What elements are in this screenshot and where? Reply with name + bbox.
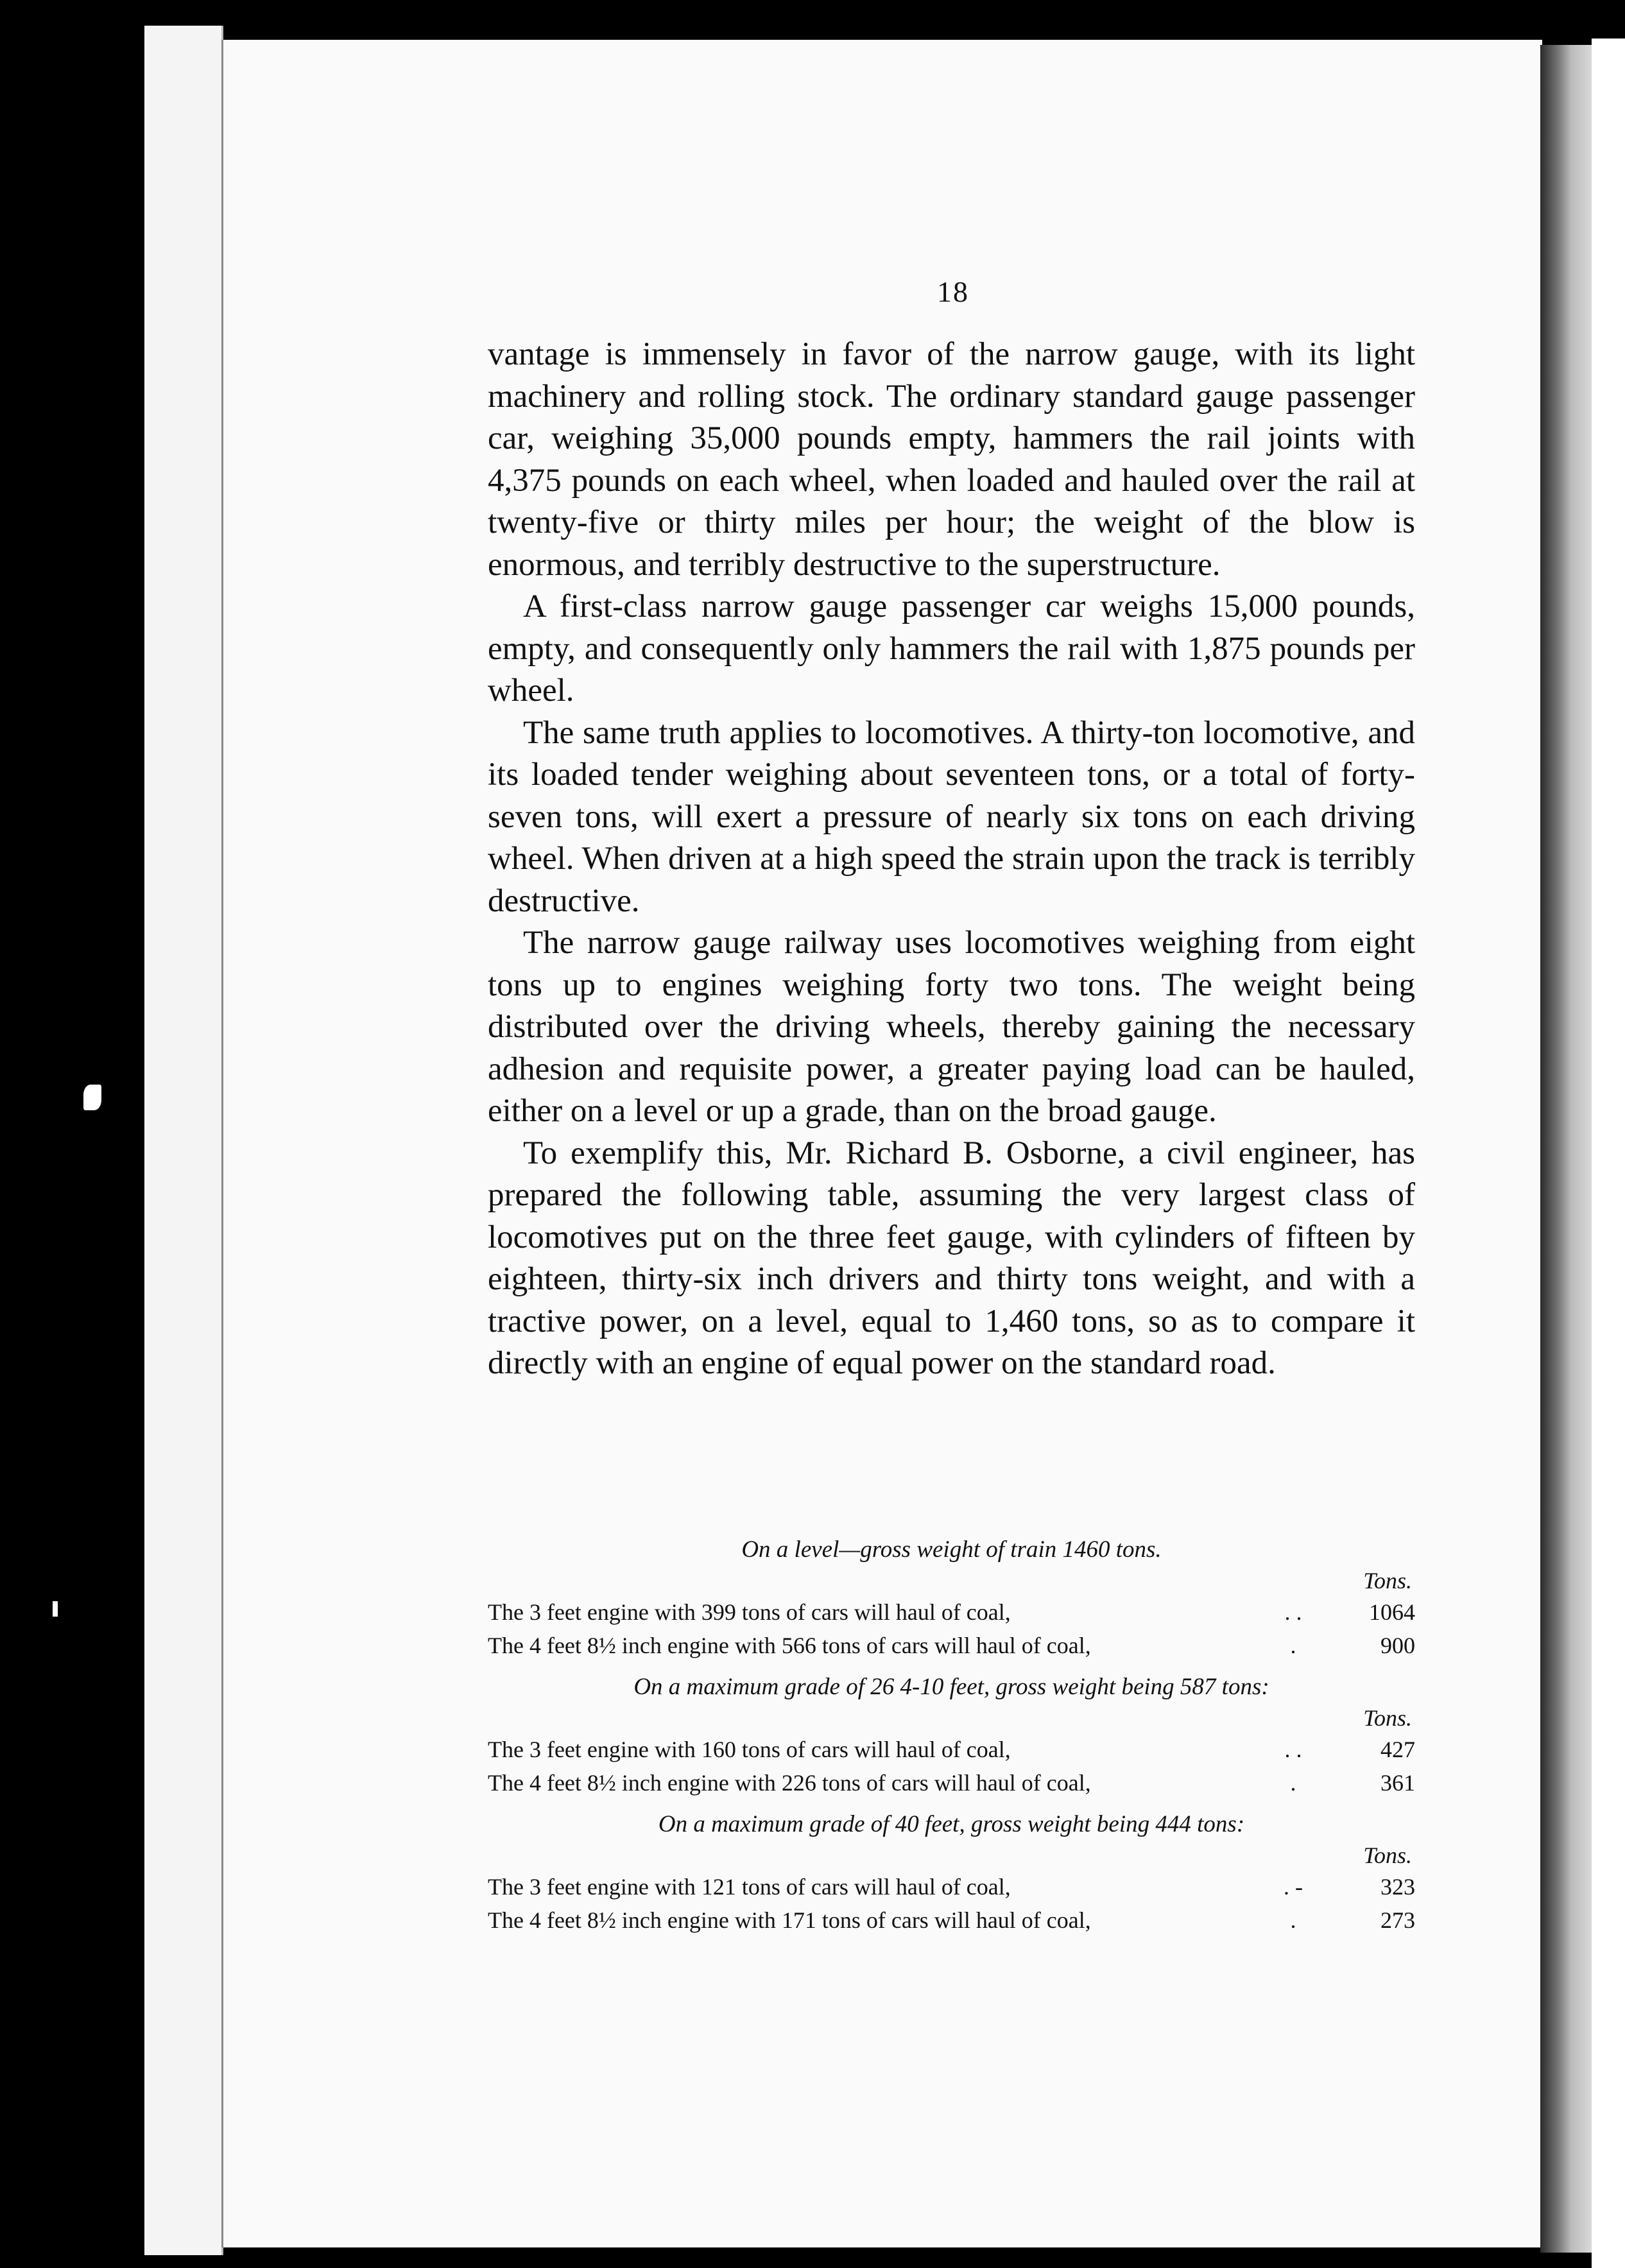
row-description: The 4 feet 8½ inch engine with 226 tons of cars will haul of coal, [488,1770,1091,1796]
scan-artifact [83,1085,101,1110]
body-text [488,334,1415,1385]
row-description: The 4 feet 8½ inch engine with 171 tons of cars will haul of coal, [488,1907,1091,1933]
row-value: 323 [1380,1874,1415,1900]
table-row [488,1903,1415,1937]
row-separator: . [1290,1907,1296,1933]
table-unit-label: Tons. [1363,1843,1412,1868]
table-row [488,1766,1415,1800]
row-separator: . - [1284,1874,1303,1900]
row-separator: . . [1284,1737,1302,1762]
row-description: The 3 feet engine with 160 tons of cars will haul of coal, [488,1737,1011,1762]
table-caption: On a maximum grade of 40 feet, gross weight being 444 tons: [658,1811,1245,1837]
table-caption: On a level—gross weight of train 1460 tons. [741,1536,1162,1563]
row-separator: . [1290,1633,1296,1658]
table-caption: On a maximum grade of 26 4-10 feet, gross weight being 587 tons: [633,1674,1269,1700]
table-row [488,1629,1415,1662]
table-row [488,1595,1415,1629]
row-separator: . . [1284,1599,1302,1625]
row-value: 1064 [1369,1599,1415,1625]
row-separator: . [1290,1770,1296,1796]
table-unit-label: Tons. [1363,1705,1412,1731]
table-block [488,1671,1415,1800]
table-unit-label: Tons. [1363,1568,1412,1594]
paragraph: A first-class narrow gauge passenger car weighs 15,000 pounds, empty, and consequently only hammers the rail with 1,875 pounds per wheel. [488,588,1415,709]
table-row [488,1870,1415,1903]
paragraph: To exemplify this, Mr. Richard B. Osborne, a civil engineer, has prepared the following table, assuming the very largest class of locomotives put on the three feet gauge, with cylinders of fifteen by eighteen, thirty-six inch drivers and thirty tons weight, and with a tractive power, on a level, equal to 1,460 tons, so as to compare it directly with an engine of equal power on the standard road. [488,1135,1415,1381]
paragraph: vantage is immensely in favor of the narrow gauge, with its light machinery and rolling stock. The ordinary standard gauge passenger car, weighing 35,000 pounds empty, hammers the rail joints with 4,375 pounds on each wheel, when loaded and hauled over the rail at twenty-five or thirty miles per hour; the weight of the blow is enormous, and terribly destructive to the superstructure. [488,336,1415,583]
page-gutter [1540,45,1592,2253]
book-edge [202,26,223,2255]
row-value: 427 [1380,1737,1415,1762]
paragraph: The narrow gauge railway uses locomotives weighing from eight tons up to engines weighing forty two tons. The weight being distributed over the driving wheels, thereby gaining the necessary adhesion and requisite power, a greater paying load can be hauled, either on a level or up a grade, than on the broad gauge. [488,925,1415,1129]
page-number: 18 [937,275,969,308]
row-description: The 3 feet engine with 399 tons of cars will haul of coal, [488,1599,1011,1625]
row-value: 361 [1380,1770,1415,1796]
table-block [488,1808,1415,1937]
row-value: 900 [1380,1633,1415,1658]
table-row [488,1733,1415,1766]
row-description: The 3 feet engine with 121 tons of cars will haul of coal, [488,1874,1011,1900]
book-edge [186,26,204,2255]
facing-page-edge [1592,39,1625,2268]
row-value: 273 [1380,1907,1415,1933]
table-block [488,1534,1415,1662]
paragraph: The same truth applies to locomotives. A thirty-ton locomotive, and its loaded tender weighing about seventeen tons, or a total of forty-seven tons, will exert a pressure of nearly six tons on each driving wheel. When driven at a high speed the strain upon the track is terribly destructive. [488,714,1415,919]
tonnage-tables [488,1534,1415,1946]
row-description: The 4 feet 8½ inch engine with 566 tons of cars will haul of coal, [488,1633,1091,1658]
scan-artifact [53,1601,58,1617]
